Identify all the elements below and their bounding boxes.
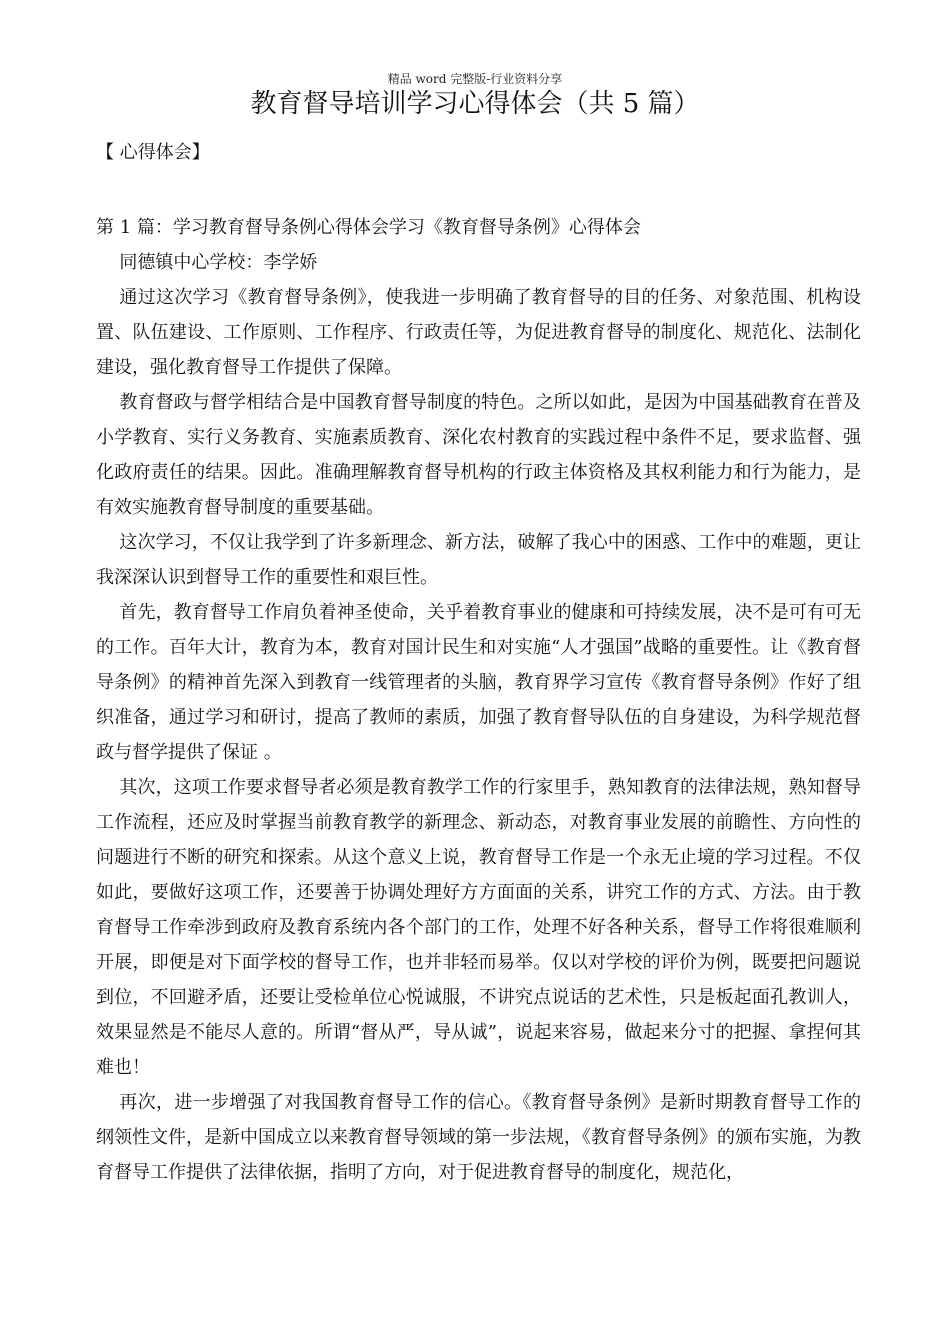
article-author: 同德镇中心学校：李学娇 <box>119 252 318 273</box>
article-body <box>96 210 861 1190</box>
paragraph: 教育督政与督学相结合是中国教育督导制度的特色。之所以如此，是因为中国基础教育在普及小学教育、实行义务教育、实施素质教育、深化农村教育的实践过程中条件不足，要求监督、强化政府责任的结果。因此。准确理解教育督导机构的行政主体资格及其权利能力和行为能力，是有效实施教育督导制度的重要基础。 <box>96 392 861 518</box>
article-heading: 第 1 篇：学习教育督导条例心得体会学习《教育督导条例》心得体会 <box>96 217 641 238</box>
header-note: 精品 word 完整版-行业资料分享 <box>387 72 563 86</box>
section-label: 【 心得体会】 <box>96 142 210 163</box>
paragraph: 通过这次学习《教育督导条例》，使我进一步明确了教育督导的目的任务、对象范围、机构设置、队伍建设、工作原则、工作程序、行政责任等，为促进教育督导的制度化、规范化、法制化建设，强化教育督导工作提供了保障。 <box>96 287 861 378</box>
paragraph: 其次，这项工作要求督导者必须是教育教学工作的行家里手，熟知教育的法律法规，熟知督导工作流程，还应及时掌握当前教育教学的新理念、新动态，对教育事业发展的前瞻性、方向性的问题进行不断的研究和探索。从这个意义上说，教育督导工作是一个永无止境的学习过程。不仅如此，要做好这项工作，还要善于协调处理好方方面面的关系，讲究工作的方式、方法。由于教育督导工作牵涉到政府及教育系统内各个部门的工作，处理不好各种关系，督导工作将很难顺利开展，即便是对下面学校的督导工作，也并非轻而易举。仅以对学校的评价为例，既要把问题说到位，不回避矛盾，还要让受检单位心悦诚服，不讲究点说话的艺术性，只是板起面孔教训人，效果显然是不能尽人意的。所谓“督从严，导从诚”，说起来容易，做起来分寸的把握、拿捏何其难也！ <box>96 777 861 1078</box>
page-title: 教育督导培训学习心得体会（共 5 篇） <box>250 89 700 119</box>
paragraph: 再次，进一步增强了对我国教育督导工作的信心。《教育督导条例》是新时期教育督导工作的纲领性文件，是新中国成立以来教育督导领域的第一步法规，《教育督导条例》的颁布实施，为教育督导工作提供了法律依据，指明了方向，对于促进教育督导的制度化，规范化， <box>96 1092 861 1183</box>
paragraph: 首先，教育督导工作肩负着神圣使命，关乎着教育事业的健康和可持续发展，决不是可有可无的工作。百年大计，教育为本，教育对国计民生和对实施“人才强国”战略的重要性。让《教育督导条例》的精神首先深入到教育一线管理者的头脑，教育界学习宣传《教育督导条例》作好了组织准备，通过学习和研讨，提高了教师的素质，加强了教育督导队伍的自身建设，为科学规范督政与督学提供了保证 。 <box>96 602 861 763</box>
paragraph: 这次学习，不仅让我学到了许多新理念、新方法，破解了我心中的困惑、工作中的难题，更让我深深认识到督导工作的重要性和艰巨性。 <box>96 532 861 588</box>
